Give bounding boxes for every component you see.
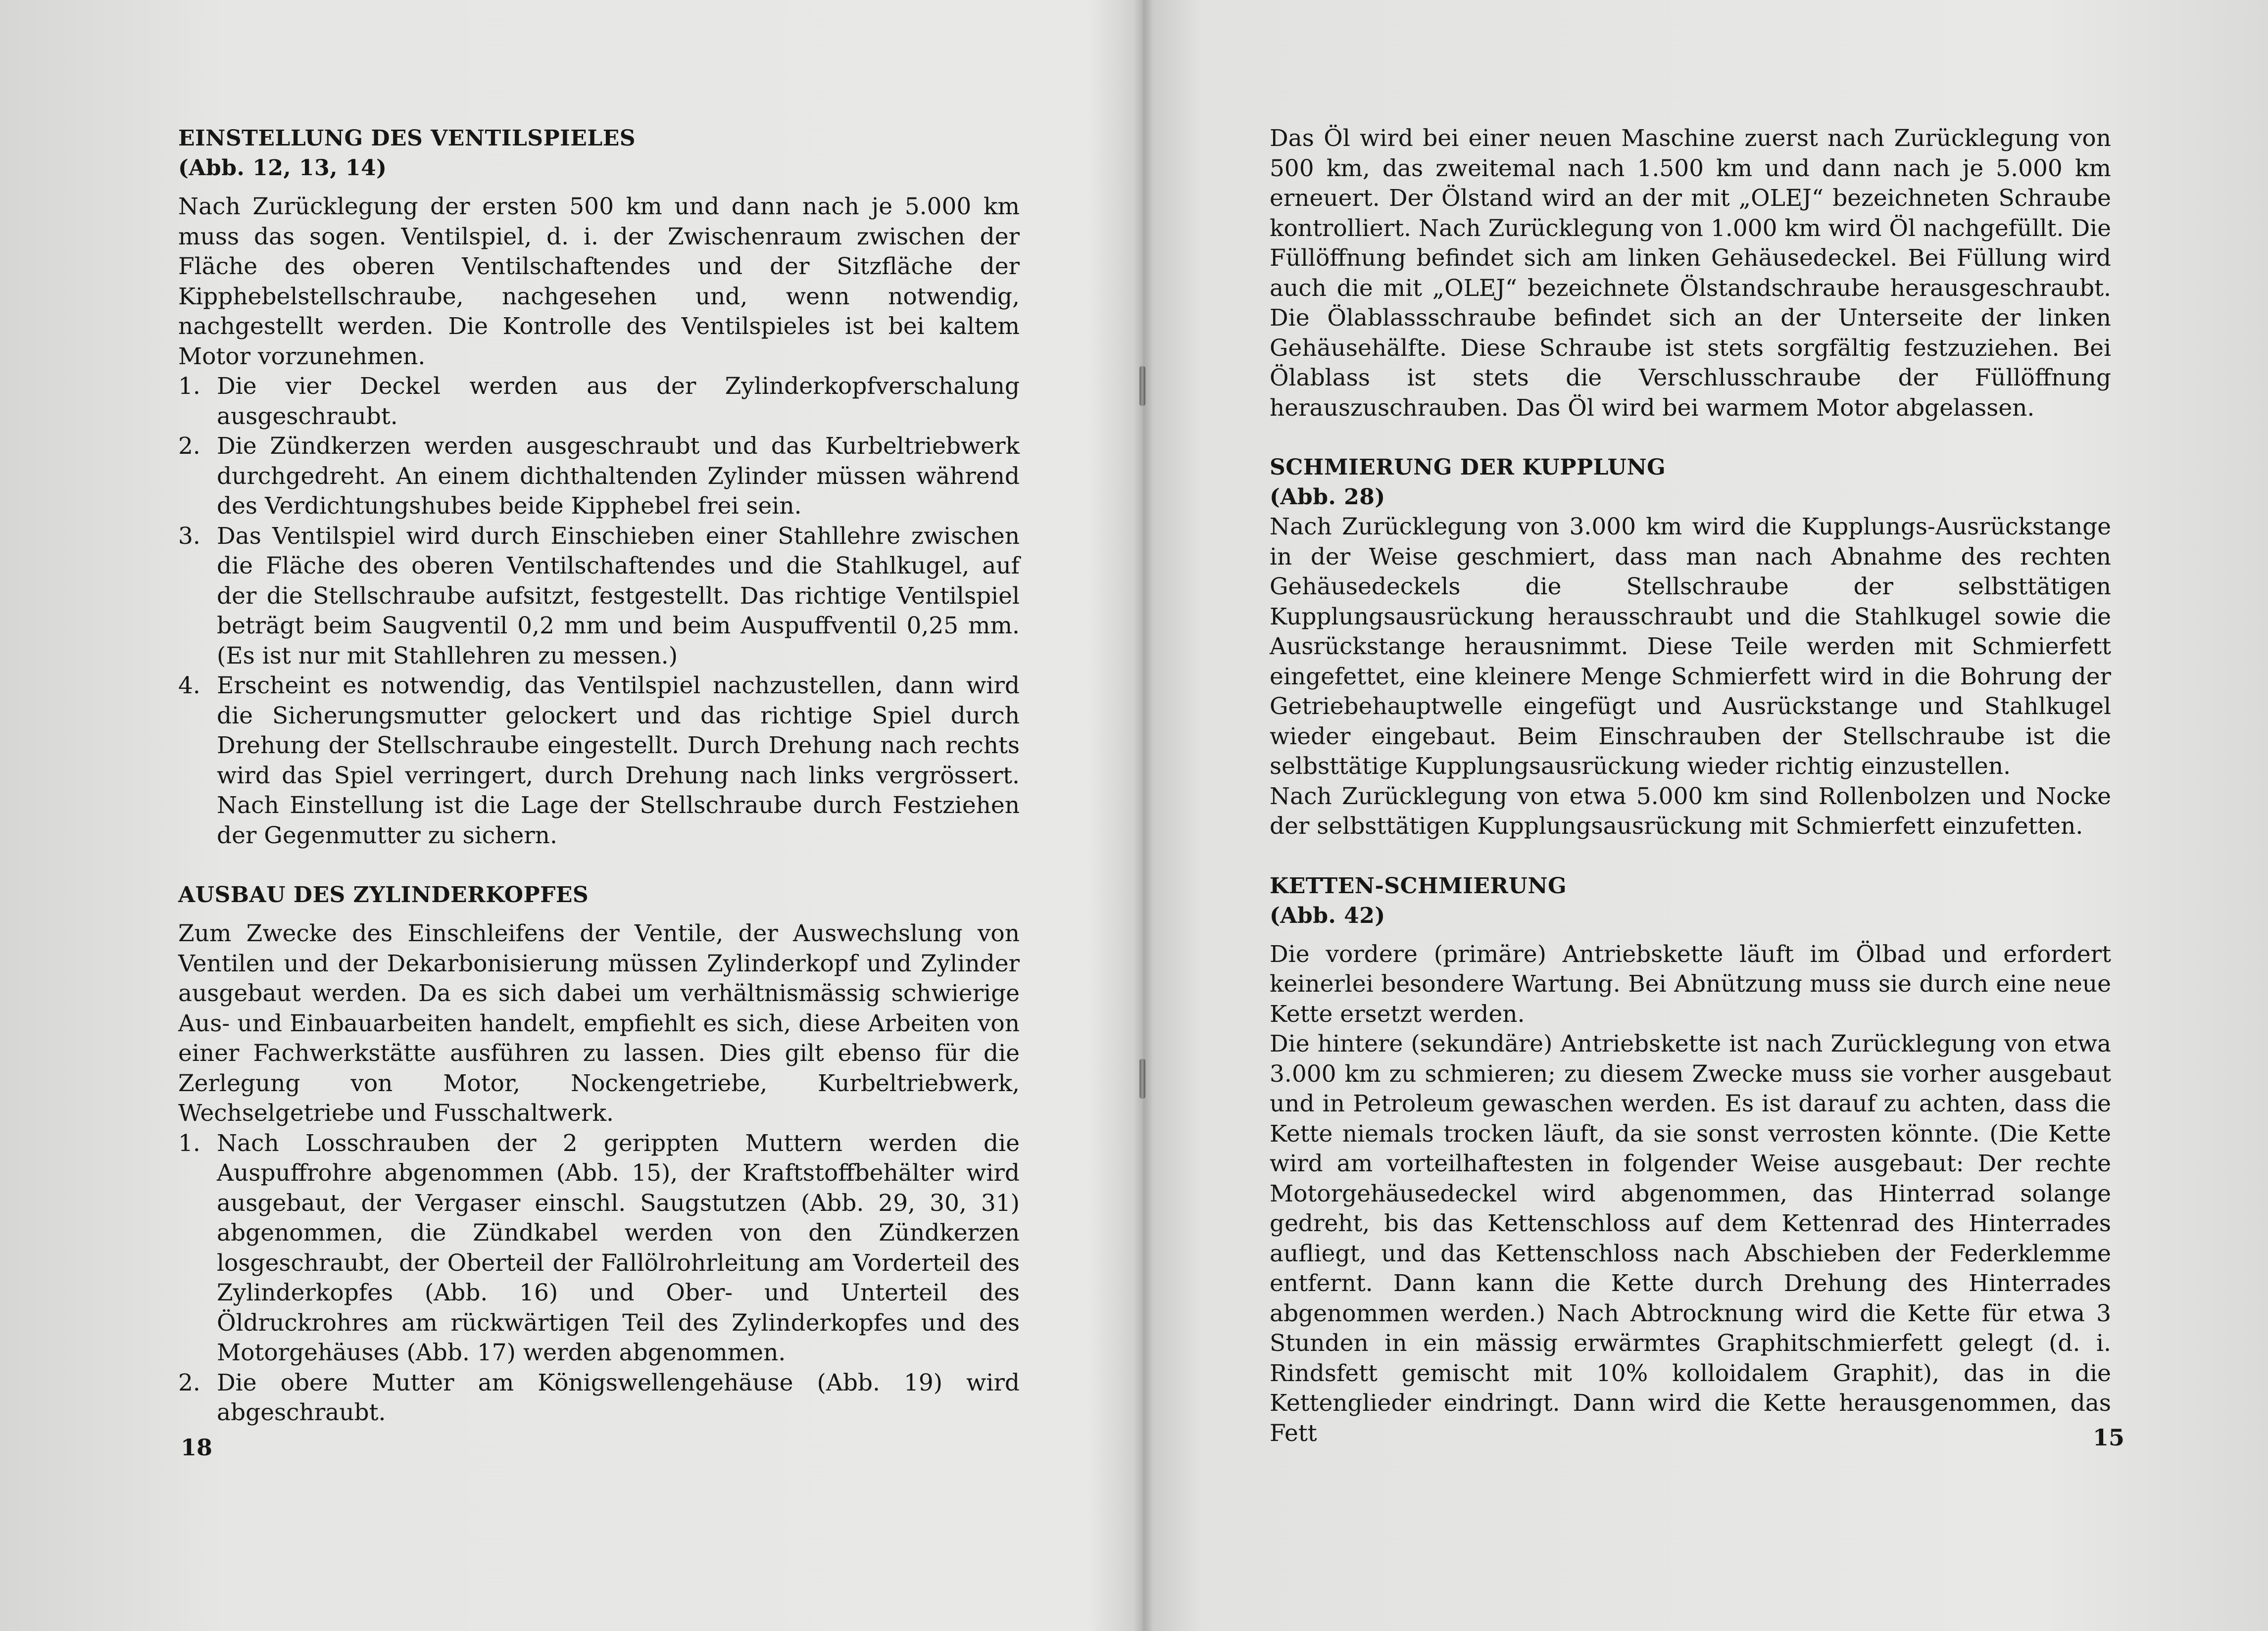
- step-text: Die obere Mutter am Königswellengehäuse (Abb. 19) wird abgeschraubt.: [217, 1369, 1020, 1426]
- paragraph: Nach Zurücklegung von etwa 5.000 km sind Rollenbolzen und Nocke der selbsttätigen Kupplungsausrückung mit Schmierfett einzufetten.: [1270, 782, 2111, 840]
- list-item: [178, 671, 1020, 851]
- step-list: [178, 372, 1020, 851]
- section-heading: KETTEN-SCHMIERUNG: [1270, 873, 1567, 899]
- page-number-left: 18: [181, 1434, 213, 1461]
- section-heading: SCHMIERUNG DER KUPPLUNG: [1270, 455, 1666, 480]
- step-number: 2.: [178, 432, 200, 460]
- step-list: [178, 1129, 1020, 1428]
- paragraph: Nach Zurücklegung von 3.000 km wird die Kupplungs-Ausrückstange in der Weise geschmiert, dass man nach Abnahme des rechten Gehäusedeckels die Stellschraube der selbsttätigen Kupplungsausrückung herausschraubt und die Stahlkugel sowie die Ausrückstange herausnimmt. Diese Teile werden mit Schmierfett eingefettet, eine kleinere Menge Schmierfett wird in die Bohrung der Getriebehauptwelle eingefügt und Ausrückstange und Stahlkugel wieder eingebaut. Beim Einschrauben der Stellschraube ist die selbsttätige Kupplungsausrückung wieder richtig einzustellen.: [1270, 513, 2111, 780]
- section-heading: EINSTELLUNG DES VENTILSPIELES: [178, 126, 636, 151]
- section-heading: AUSBAU DES ZYLINDERKOPFES: [178, 882, 589, 908]
- step-number: 3.: [178, 522, 200, 550]
- list-item: [178, 1368, 1020, 1428]
- section-intro: Nach Zurücklegung der ersten 500 km und dann nach je 5.000 km muss das sogen. Ventilspiel, d. i. der Zwischenraum zwischen der Fläche des oberen Ventilschaftendes und der Sitzfläche der Kipphebelstellschraube, nachgesehen und, wenn notwendig, nachgestellt werden. Die Kontrolle des Ventilspieles ist bei kaltem Motor vorzunehmen.: [178, 193, 1020, 370]
- section-subheading: (Abb. 28): [1270, 484, 1385, 510]
- step-text: Die vier Deckel werden aus der Zylinderkopfverschalung ausgeschraubt.: [217, 373, 1020, 430]
- step-number: 2.: [178, 1369, 200, 1396]
- step-text: Erscheint es notwendig, das Ventilspiel nachzustellen, dann wird die Sicherungsmutter gelockert und das richtige Spiel durch Drehung der Stellschraube eingestellt. Durch Drehung nach rechts wird das Spiel verringert, durch Drehung nach links vergrössert. Nach Einstellung ist die Lage der Stellschraube durch Festziehen der Gegenmutter zu sichern.: [217, 672, 1020, 849]
- page-number-right: 15: [2093, 1424, 2125, 1451]
- section-subheading: (Abb. 42): [1270, 903, 1385, 928]
- list-item: [178, 522, 1020, 672]
- right-page: [1270, 124, 2111, 1559]
- staple-bottom: [1139, 1059, 1145, 1099]
- step-number: 1.: [178, 373, 200, 400]
- step-text: Nach Losschrauben der 2 gerippten Muttern werden die Auspuffrohre abgenommen (Abb. 15), der Kraftstoffbehälter wird ausgebaut, der Vergaser einschl. Saugstutzen (Abb. 29, 30, 31) abgenommen, die Zündkabel werden von den Zündkerzen losgeschraubt, der Oberteil der Fallölrohrleitung am Vorderteil des Zylinderkopfes (Abb. 16) und Ober- und Unterteil des Öldruckrohres am rückwärtigen Teil des Zylinderkopfes und des Motorgehäuses (Abb. 17) werden abgenommen.: [217, 1129, 1020, 1366]
- section-zylinderkopf: [178, 880, 1020, 1428]
- section-ventilspiel: [178, 124, 1020, 851]
- staple-top: [1139, 366, 1145, 406]
- section-intro: Zum Zwecke des Einschleifens der Ventile, der Auswechslung von Ventilen und der Dekarbonisierung müssen Zylinderkopf und Zylinder ausgebaut werden. Da es sich dabei um verhältnismässig schwierige Aus- und Einbauarbeiten handelt, empfiehlt es sich, diese Arbeiten von einer Fachwerkstätte ausführen zu lassen. Dies gilt ebenso für die Zerlegung von Motor, Nockengetriebe, Kurbeltriebwerk, Wechselgetriebe und Fusschaltwerk.: [178, 920, 1020, 1127]
- step-number: 1.: [178, 1129, 200, 1157]
- list-item: [178, 1129, 1020, 1368]
- paragraph: Die hintere (sekundäre) Antriebskette ist nach Zurücklegung von etwa 3.000 km zu schmieren; zu diesem Zwecke muss sie vorher ausgebaut und in Petroleum gewaschen werden. Es ist darauf zu achten, dass die Kette niemals trocken läuft, da sie sonst verrosten könnte. (Die Kette wird am vorteilhaftesten in folgender Weise ausgebaut: Der rechte Motorgehäusedeckel wird abgenommen, das Hinterrad solange gedreht, bis das Kettenschloss auf dem Kettenrad des Hinterrades aufliegt, und das Kettenschloss nach Abschieben der Federklemme entfernt. Dann kann die Kette durch Drehung des Hinterrades abgenommen werden.) Nach Abtrocknung wird die Kette für etwa 3 Stunden in ein mässig erwärmtes Graphitschmierfett gelegt (d. i. Rindsfett gemischt mit 10% kolloidalem Graphit), das in die Kettenglieder eindringt. Dann wird die Kette herausgenommen, das Fett: [1270, 1030, 2111, 1447]
- section-kette: [1270, 871, 2111, 1449]
- section-kupplung: [1270, 453, 2111, 842]
- step-text: Das Ventilspiel wird durch Einschieben einer Stahllehre zwischen die Fläche des oberen Ventilschaftendes und die Stahlkugel, auf der die Stellschraube aufsitzt, festgestellt. Das richtige Ventilspiel beträgt beim Saugventil 0,2 mm und beim Auspuffventil 0,25 mm. (Es ist nur mit Stahllehren zu messen.): [217, 522, 1020, 670]
- center-fold: [1134, 0, 1153, 1631]
- section-subheading: (Abb. 12, 13, 14): [178, 155, 387, 181]
- left-page: [178, 124, 1020, 1559]
- paragraph: Die vordere (primäre) Antriebskette läuft im Ölbad und erfordert keinerlei besondere Wartung. Bei Abnützung muss sie durch eine neue Kette ersetzt werden.: [1270, 940, 2111, 1028]
- list-item: [178, 372, 1020, 432]
- step-number: 4.: [178, 672, 200, 699]
- opening-paragraph: Das Öl wird bei einer neuen Maschine zuerst nach Zurücklegung von 500 km, das zweitemal nach 1.500 km und dann nach je 5.000 km erneuert. Der Ölstand wird an der mit „OLEJ“ bezeichneten Schraube kontrolliert. Nach Zurücklegung von 1.000 km wird Öl nachgefüllt. Die Füllöffnung befindet sich am linken Gehäusedeckel. Bei Füllung wird auch die mit „OLEJ“ bezeichnete Ölstandschraube herausgeschraubt. Die Ölablassschraube befindet sich an der Unterseite der linken Gehäusehälfte. Diese Schraube ist stets sorgfältig festzuziehen. Bei Ölablass ist stets die Verschlusschraube der Füllöffnung herauszuschrauben. Das Öl wird bei warmem Motor abgelassen.: [1270, 125, 2111, 422]
- list-item: [178, 432, 1020, 522]
- step-text: Die Zündkerzen werden ausgeschraubt und das Kurbeltriebwerk durchgedreht. An einem dichthaltenden Zylinder müssen während des Verdichtungshubes beide Kipphebel frei sein.: [217, 432, 1020, 520]
